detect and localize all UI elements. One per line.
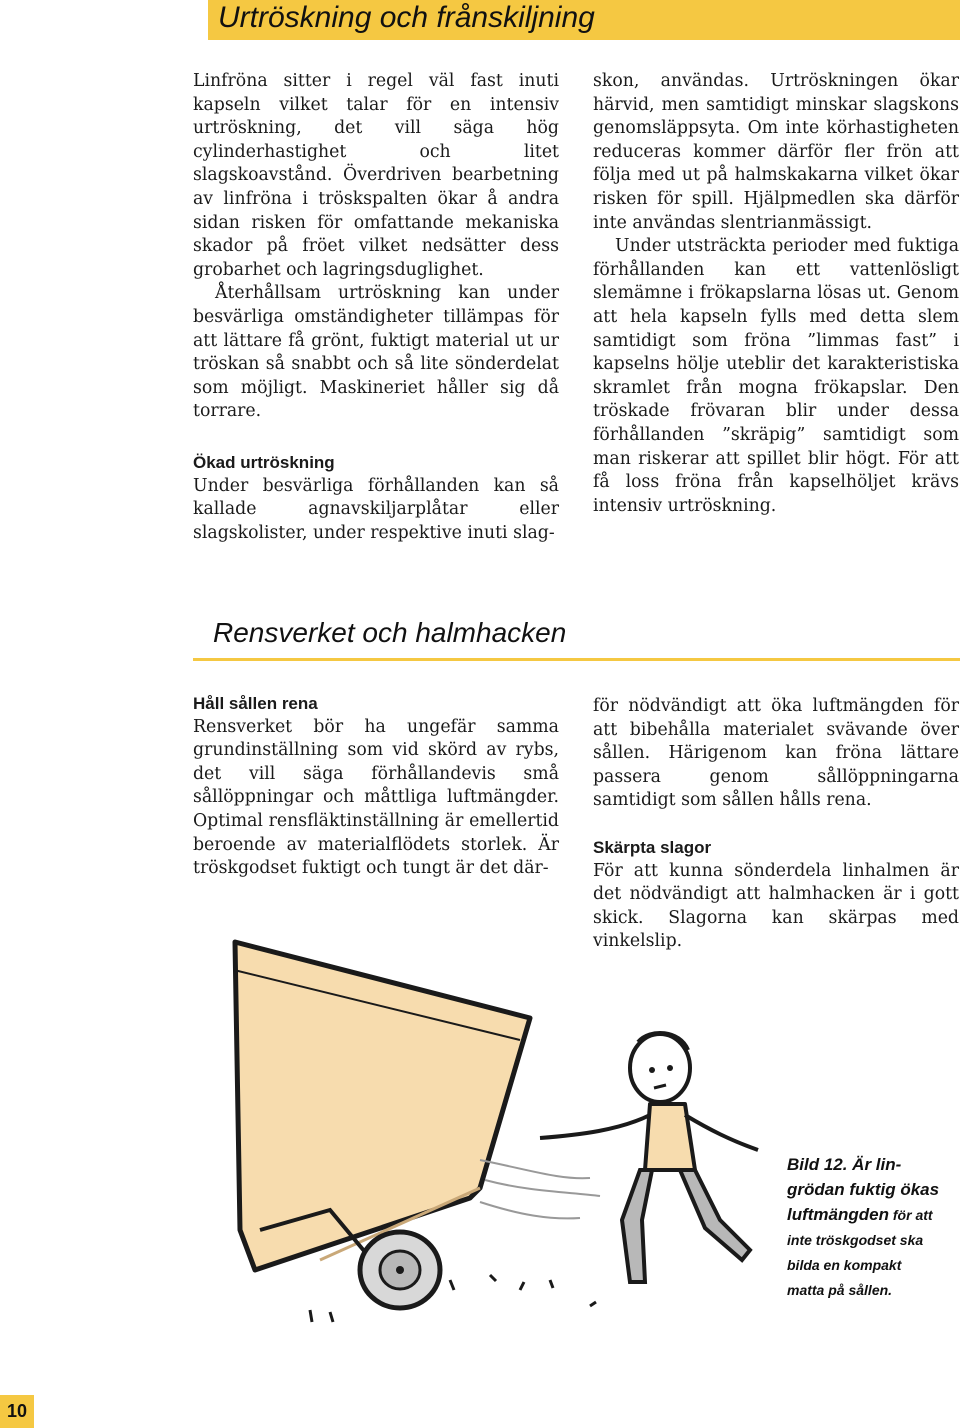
person-arm bbox=[685, 1115, 758, 1150]
figure-caption bbox=[787, 1152, 960, 1303]
page-number: 10 bbox=[0, 1395, 34, 1428]
combine-body bbox=[235, 942, 530, 1270]
paragraph: Återhållsam urtröskning kan under besvärliga omständigheter tillämpas för att lättare få grönt, fuktigt material ut ur tröskan så snabbt och så lite sönderdelat som möjligt. Maskineriet håller sig då torrare. bbox=[193, 283, 559, 422]
person-eye bbox=[667, 1065, 673, 1071]
paragraph: Rensverket bör ha ungefär samma grundinställning som vid skörd av rybs, det vill säga förhållandevis små sållöppningar och måttliga luftmängder. Optimal rensfläktinställning är emellertid beroende av materialflödets storlek. Är tröskgodset fuktigt och tungt är det där- bbox=[193, 716, 559, 879]
subheading: Ökad urtröskning bbox=[193, 452, 335, 472]
person-head bbox=[630, 1034, 690, 1102]
section-title-band bbox=[208, 0, 960, 40]
wheel-bolt bbox=[396, 1266, 404, 1274]
person-leg bbox=[680, 1170, 750, 1260]
section1-right-column bbox=[593, 70, 959, 518]
paragraph: för nödvändigt att öka luftmängden för att bibehålla materialet svävande över sållen. Härigenom kan fröna lättare passera genom sållöppningarna samtidigt som sållen hålls rena. bbox=[593, 696, 959, 811]
caption-line: bilda en kompakt bbox=[787, 1257, 902, 1273]
section2-left-column bbox=[193, 692, 559, 881]
subheading: Håll sållen rena bbox=[193, 694, 318, 713]
paragraph: Under besvärliga förhållanden kan så kallade agnavskiljarplåtar eller slagskolister, under respektive inuti slag- bbox=[193, 475, 559, 543]
section-heading-rule bbox=[193, 613, 960, 661]
caption-line: för att bbox=[889, 1207, 933, 1223]
section1-left-column bbox=[193, 70, 559, 545]
paragraph: Under utsträckta perioder med fuktiga förhållanden kan ett vattenlösligt slemämne i frökapslarna lösas ut. Genom att hela kapseln fylls med detta slem samtidigt som fröna ”limmas fast” i kapselns hölje uteblir det karakteristiska skramlet från mogna frökapslar. Den tröskade frövaran blir under dessa förhållanden ”skräpig” samtidigt som man riskerar att spillet blir högt. För att få loss fröna från kapselhöljet krävs intensiv urtröskning. bbox=[593, 236, 959, 516]
person-torso bbox=[645, 1104, 695, 1170]
paragraph: För att kunna sönderdela linhalmen är det nödvändigt att halmhacken är i gott skick. Slagorna kan skärpas med vinkelslip. bbox=[593, 860, 959, 952]
paragraph: skon, användas. Urtröskningen ökar härvid, men samtidigt minskar slagskons genomsläppsyta. Om inte körhastigheten reduceras kommer därför fler frön att följa med ut på halmskakarna vilket ökar risken för spill. Hjälpmedlen ska därför inte användas slentrianmässigt. bbox=[593, 71, 959, 233]
section-title: Urtröskning och frånskiljning bbox=[218, 1, 595, 34]
person-eye bbox=[649, 1067, 655, 1073]
paragraph: Linfröna sitter i regel väl fast inuti kapseln vilket talar för en intensiv urtröskning, det vill säga hög cylinderhastighet och litet slagskoavstånd. Överdriven bearbetning av linfröna i tröskspalten ökar å andra sidan risken för omfattande mekaniska skador på fröet vilket nedsätter dess grobarhet och lagringsduglighet. bbox=[193, 71, 559, 280]
person-leg bbox=[622, 1170, 652, 1282]
section-heading: Rensverket och halmhacken bbox=[213, 617, 567, 648]
caption-line: Bild 12. Är lin- bbox=[787, 1155, 902, 1174]
caption-line: inte tröskgodset ska bbox=[787, 1232, 924, 1248]
person-arm bbox=[540, 1115, 650, 1138]
section2-right-column bbox=[593, 695, 959, 954]
subheading: Skärpta slagor bbox=[593, 837, 712, 857]
running-person-illustration bbox=[520, 1020, 780, 1300]
caption-line: luftmängden bbox=[787, 1205, 889, 1224]
caption-line: matta på sållen. bbox=[787, 1282, 893, 1298]
caption-line: grödan fuktig ökas bbox=[787, 1180, 940, 1199]
